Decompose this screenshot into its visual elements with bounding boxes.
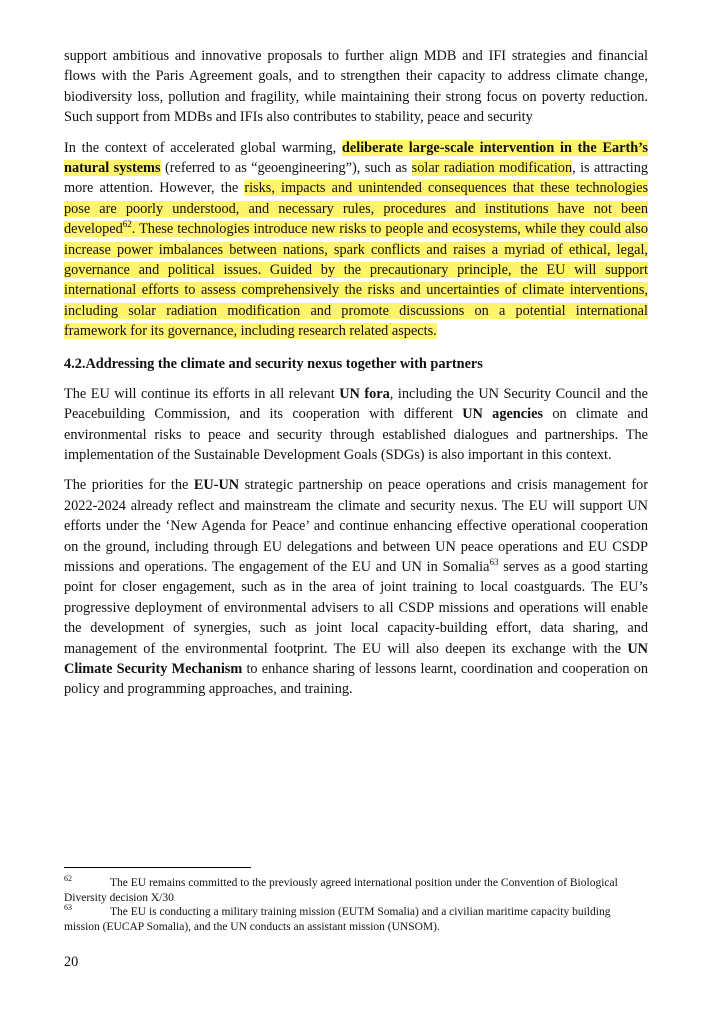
footnotes <box>64 876 648 934</box>
bold-text: UN agencies <box>462 406 543 423</box>
highlighted-text: solar radiation modification <box>411 160 573 177</box>
footnote-62: 62 The EU remains committed to the previously agreed international position under the Convention of Biological Diversity decision X/30 <box>64 874 618 904</box>
footnote-ref-63[interactable]: 63 <box>489 557 499 568</box>
text-span: The EU will continue its efforts in all relevant <box>64 385 340 402</box>
footnote-63: 63 The EU is conducting a military training mission (EUTM Somalia) and a civilian maritime capacity building mission (EUCAP Somalia), and the UN conducts an assistant mission (UNSOM). <box>64 903 611 933</box>
text-span: (referred to as “geoengineering”), such as <box>160 160 412 177</box>
highlighted-bold-text: deliberate large-scale intervention in the Earth’s natural systems <box>64 139 649 177</box>
text-span: on climate and environmental risks to peace and security through established dialogues and partnerships. The implementation of the Sustainable Development Goals (SDGs) is also important in this context. <box>64 406 649 463</box>
page-number: 20 <box>64 954 79 970</box>
footnote-separator <box>64 867 251 868</box>
text-span: , including the UN Security Council and the Peacebuilding Commission, and its cooperation with different <box>64 385 648 423</box>
text-span: The priorities for the <box>64 477 194 494</box>
section-heading: 4.2.Addressing the climate and security nexus together with partners <box>64 355 483 372</box>
text-span: to enhance sharing of lessons learnt, coordination and cooperation on policy and programming approaches, and training. <box>64 660 649 698</box>
paragraph-eu-un-partnership <box>64 475 648 699</box>
bold-text: EU-UN <box>193 477 240 494</box>
text-span: In the context of accelerated global warming, <box>64 139 342 156</box>
highlighted-text <box>64 180 648 339</box>
text-span: , is attracting more attention. However, the <box>64 160 649 197</box>
text-span: risks, impacts and unintended consequences that these technologies pose are poorly understood, and necessary rules, procedures and institutions have not been developed <box>64 180 649 238</box>
paragraph-geoengineering <box>64 138 648 342</box>
text-span: . These technologies introduce new risks to people and ecosystems, while they could also increase power imbalances between nations, spark conflicts and raises a myriad of ethical, legal, governance and political issues. Guided by the precautionary principle, the EU will support international efforts to assess comprehensively the risks and uncertainties of climate interventions, including solar radiation modification and promote discussions on a potential international framework for its governance, including research related aspects. <box>64 221 648 340</box>
main-content <box>64 46 648 710</box>
footnote-text: The EU remains committed to the previously agreed international position under the Convention of Biological Diversity decision X/30 <box>64 877 618 904</box>
bold-text: UN fora <box>339 385 390 402</box>
bold-text: UN Climate Security Mechanism <box>64 640 648 677</box>
footnote-ref-62[interactable]: 62 <box>122 219 132 230</box>
paragraph-un-fora <box>64 384 648 466</box>
paragraph-mdb-support: support ambitious and innovative proposals to further align MDB and IFI strategies and financial flows with the Paris Agreement goals, and to strengthen their capacity to address climate change, biodiversity loss, pollution and fragility, while maintaining their strong focus on poverty reduction. Such support from MDBs and IFIs also contributes to stability, peace and security <box>64 48 648 126</box>
text-span: strategic partnership on peace operations and crisis management for 2022-2024 already reflect and mainstream the climate and security nexus. The EU will support UN efforts under the ‘New Agenda for Peace’ and continue enhancing effective operational cooperation on the ground, including through EU delegations and between UN peace operations and EU CSDP missions and operations. The engagement of the EU and UN in Somalia <box>64 477 649 575</box>
text-span: serves as a good starting point for closer engagement, such as in the area of joint training to local coastguards. The EU’s progressive deployment of environmental advisers to all CSDP missions and operations will enable the development of synergies, such as joint local capacity-building effort, data sharing, and management of the environmental footprint. The EU will also deepen its exchange with the <box>64 558 648 657</box>
footnote-text: The EU is conducting a military training mission (EUTM Somalia) and a civilian maritime capacity building mission (EUCAP Somalia), and the UN conducts an assistant mission (UNSOM). <box>64 906 611 933</box>
